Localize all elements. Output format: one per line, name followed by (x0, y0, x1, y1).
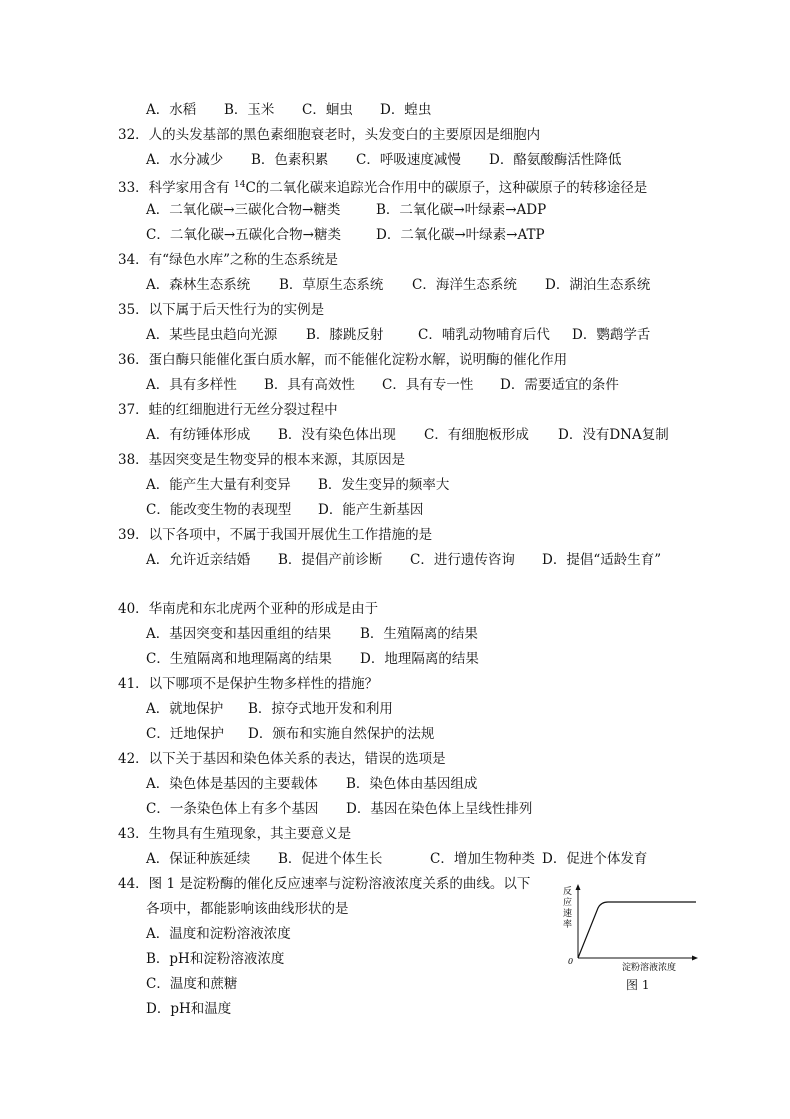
q38-option-a[interactable]: A．能产生大量有利变异 (146, 477, 291, 493)
q32-option-c[interactable]: C．呼吸速度减慢 (356, 152, 461, 168)
q37-option-a[interactable]: A．有纺锤体形成 (146, 427, 251, 443)
q34-option-c[interactable]: C．海洋生态系统 (412, 277, 517, 293)
q44-stem-continued: 各项中，都能影响该曲线形状的是 (146, 901, 349, 917)
q44-stem: 44．图 1 是淀粉酶的催化反应速率与淀粉溶液浓度关系的曲线。以下 (118, 876, 531, 892)
q40-option-b[interactable]: B．生殖隔离的结果 (360, 626, 478, 642)
q41-options-cd (146, 725, 434, 743)
q31-options (146, 101, 431, 119)
q41-option-c[interactable]: C．迁地保护 (146, 726, 224, 742)
q40-option-a[interactable]: A．基因突变和基因重组的结果 (146, 626, 332, 642)
q40-option-d[interactable]: D．地理隔离的结果 (360, 651, 479, 667)
q42-options-ab (146, 775, 477, 793)
q41-options-ab (146, 700, 393, 718)
figure-1-caption: 图 1 (626, 978, 650, 992)
q38-options-ab (146, 476, 449, 494)
q42-options-cd (146, 800, 532, 818)
x-axis-label: 淀粉溶液浓度 (622, 963, 677, 973)
q33-option-b[interactable]: B．二氧化碳→叶绿素→ADP (376, 202, 547, 218)
q33-stem-pre: 33．科学家用含有 (118, 180, 234, 196)
q39-option-b[interactable]: B．提倡产前诊断 (278, 552, 383, 568)
q39-option-a[interactable]: A．允许近亲结婚 (146, 552, 251, 568)
q32-option-a[interactable]: A．水分减少 (146, 152, 224, 168)
q44-option-c[interactable]: C．温度和蔗糖 (146, 976, 238, 992)
q37-stem: 37．蛙的红细胞进行无丝分裂过程中 (118, 402, 338, 418)
y-label-char-2: 应 (563, 898, 573, 908)
q38-options-cd (146, 501, 423, 519)
q41-option-b[interactable]: B．掠夺式地开发和利用 (248, 701, 393, 717)
q43-option-c[interactable]: C．增加生物种类 (430, 851, 535, 867)
q36-option-b[interactable]: B．具有高效性 (264, 377, 355, 393)
q44-option-a[interactable]: A．温度和淀粉溶液浓度 (146, 926, 291, 942)
q36-stem: 36．蛋白酶只能催化蛋白质水解，而不能催化淀粉水解，说明酶的催化作用 (118, 352, 568, 368)
q44-option-d[interactable]: D．pH和温度 (146, 1001, 232, 1017)
q33-option-d[interactable]: D．二氧化碳→叶绿素→ATP (376, 227, 545, 243)
rate-curve (578, 902, 696, 958)
q32-stem: 32．人的头发基部的黑色素细胞衰老时，头发变白的主要原因是细胞内 (118, 127, 541, 143)
q38-option-b[interactable]: B．发生变异的频率大 (318, 477, 450, 493)
q33-option-c[interactable]: C．二氧化碳→五碳化合物→糖类 (146, 227, 341, 243)
q42-stem: 42．以下关于基因和染色体关系的表达，错误的选项是 (118, 751, 446, 767)
q40-stem: 40．华南虎和东北虎两个亚种的形成是由于 (118, 601, 379, 617)
q37-option-b[interactable]: B．没有染色体出现 (278, 427, 396, 443)
q37-option-d[interactable]: D．没有DNA复制 (558, 427, 669, 443)
q43-stem: 43．生物具有生殖现象，其主要意义是 (118, 826, 352, 842)
q33-options-ab (146, 201, 546, 219)
q42-option-b[interactable]: B．染色体由基因组成 (346, 776, 478, 792)
q44-option-b[interactable]: B．pH和淀粉溶液浓度 (146, 951, 285, 967)
q32-option-d[interactable]: D．酪氨酸酶活性降低 (489, 152, 622, 168)
q35-option-a[interactable]: A．某些昆虫趋向光源 (146, 327, 278, 343)
q35-stem: 35．以下属于后天性行为的实例是 (118, 302, 325, 318)
q36-option-a[interactable]: A．具有多样性 (146, 377, 237, 393)
q34-option-d[interactable]: D．湖泊生态系统 (545, 277, 651, 293)
q42-option-c[interactable]: C．一条染色体上有多个基因 (146, 801, 319, 817)
q41-stem: 41．以下哪项不是保护生物多样性的措施？ (118, 676, 379, 692)
q32-option-b[interactable]: B．色素积累 (251, 152, 329, 168)
q41-option-a[interactable]: A．就地保护 (146, 701, 224, 717)
q32-options (146, 151, 621, 169)
q40-option-c[interactable]: C．生殖隔离和地理隔离的结果 (146, 651, 332, 667)
q43-options (146, 850, 647, 868)
q35-options (146, 326, 650, 344)
q35-option-d[interactable]: D．鹦鹉学舌 (572, 327, 651, 343)
y-label-char-3: 速 (563, 909, 573, 919)
q34-stem: 34．有“绿色水库”之称的生态系统是 (118, 252, 338, 268)
q41-option-d[interactable]: D．颁布和实施自然保护的法规 (248, 726, 435, 742)
q43-option-b[interactable]: B．促进个体生长 (278, 851, 383, 867)
q36-options (146, 376, 619, 394)
q33-stem-post: C的二氧化碳来追踪光合作用中的碳原子，这种碳原子的转移途径是 (245, 180, 648, 196)
q31-option-c[interactable]: C．蛔虫 (302, 102, 353, 118)
q40-options-ab (146, 625, 478, 643)
q38-option-c[interactable]: C．能改变生物的表现型 (146, 502, 292, 518)
q34-option-b[interactable]: B．草原生态系统 (279, 277, 384, 293)
q38-option-d[interactable]: D．能产生新基因 (318, 502, 424, 518)
q35-option-c[interactable]: C．哺乳动物哺育后代 (418, 327, 550, 343)
x-axis-arrow (692, 956, 698, 961)
q39-option-c[interactable]: C．进行遗传咨询 (410, 552, 515, 568)
q33-options-cd (146, 226, 545, 244)
q34-option-a[interactable]: A．森林生态系统 (146, 277, 251, 293)
q31-option-a[interactable]: A．水稻 (146, 102, 197, 118)
q40-options-cd (146, 650, 479, 668)
q39-option-d[interactable]: D．提倡“适龄生育” (542, 552, 662, 568)
q36-option-d[interactable]: D．需要适宜的条件 (500, 377, 619, 393)
q37-option-c[interactable]: C．有细胞板形成 (424, 427, 529, 443)
y-axis-arrow (576, 884, 581, 890)
q35-option-b[interactable]: B．膝跳反射 (306, 327, 384, 343)
origin-label: 0 (568, 957, 574, 966)
q34-options (146, 276, 650, 294)
q37-options (146, 426, 669, 444)
q42-option-d[interactable]: D．基因在染色体上呈线性排列 (346, 801, 533, 817)
q31-option-d[interactable]: D．蝗虫 (380, 102, 432, 118)
q43-option-a[interactable]: A．保证种族延续 (146, 851, 251, 867)
q43-option-d[interactable]: D．促进个体发育 (542, 851, 648, 867)
q31-option-b[interactable]: B．玉米 (224, 102, 275, 118)
q39-stem: 39．以下各项中，不属于我国开展优生工作措施的是 (118, 527, 433, 543)
q33-stem (118, 176, 647, 197)
q39-options (146, 551, 661, 569)
q38-stem: 38．基因突变是生物变异的根本来源，其原因是 (118, 452, 406, 468)
q33-stem-sup: 14 (233, 180, 246, 190)
y-label-char-4: 率 (563, 920, 573, 930)
y-label-char-1: 反 (563, 887, 573, 897)
q33-option-a[interactable]: A．二氧化碳→三碳化合物→糖类 (146, 202, 341, 218)
q42-option-a[interactable]: A．染色体是基因的主要载体 (146, 776, 318, 792)
q36-option-c[interactable]: C．具有专一性 (382, 377, 474, 393)
